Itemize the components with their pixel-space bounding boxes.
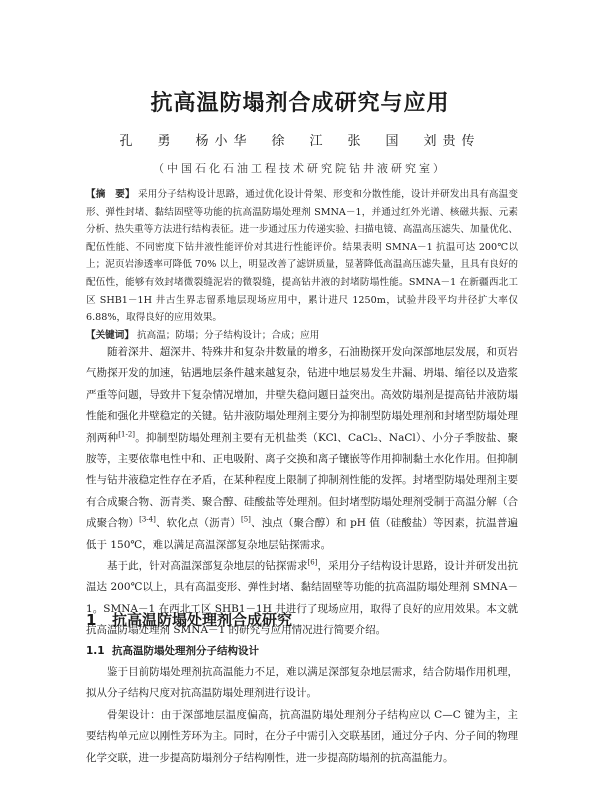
intro-text-2a: 基于此，针对高温深部复杂地层的钻探需求 [107,560,308,573]
section-number: 1 [86,611,97,629]
subsection-heading-1-1 [86,643,518,658]
abstract-block [86,186,518,344]
citation: [5] [240,515,251,524]
intro-text-2b: ，采用分子结构设计思路，设计并研发出抗温达 200℃以上，具有高温变形、弹性封堵、黏结固壁等功能的抗高温防塌处理剂 SMNA－1。SMNA－1 在西北工区 SHB1－1H 井进行了现场应用，取得了良好的应用效果。本文就抗高温防塌处理剂 SMNA－1 的研究与应用情况进行简要介绍。 [86,560,519,637]
section-title: 抗高温防塌处理剂合成研究 [112,611,293,629]
citation: [3-4] [139,515,156,524]
author-list: 孔 勇 杨小华 徐 江 张 国 刘贵传 [119,134,481,149]
s11-paragraph-2: 骨架设计：由于深部地层温度偏高，抗高温防塌处理剂分子结构应以 C—C 键为主，主要结构单元应以刚性芳环为主。同时，在分子中需引入交联基团，通过分子内、分子间的物理化学交联，进一步提高防塌剂分子结构刚性，进一步提高防塌剂的抗高温能力。 [86,708,518,764]
intro-text-1d: 、浊点（聚合醇）和 pH 值（硅酸盐）等因素，抗温普遍低于 150℃，难以满足高温深部复杂地层钻探需求。 [86,517,519,551]
citation: [6] [307,558,318,567]
introduction [86,342,518,642]
s11-paragraph-1: 鉴于目前防塌处理剂抗高温能力不足，难以满足深部复杂地层需求，结合防塌作用机理，拟从分子结构尺度对抗高温防塌处理剂进行设计。 [86,666,518,700]
intro-text-1c: 、软化点（沥青） [155,517,241,530]
section-heading-1 [86,609,518,630]
keywords-text: 抗高温；防塌；分子结构设计；合成；应用 [137,329,320,341]
section-1-1-body [86,662,518,769]
intro-text-1b: 。抑制型防塌处理剂主要有无机盐类（KCl、CaCl₂、NaCl）、小分子季胺盐、聚胺等，主要依靠电性中和、正电吸附、离子交换和离子镶嵌等作用抑制黏土水化作用。但抑制性与钻井液稳定性存在矛盾，在某种程度上限制了抑制剂性能的发挥。封堵型防塌处理剂主要有合成聚合物、沥青类、聚合醇、硅酸盐等处理剂。但封堵型防塌处理剂受制于高温分解（合成聚合物） [86,431,518,530]
intro-paragraph-1 [86,342,518,556]
subsection-title: 抗高温防塌处理剂分子结构设计 [112,645,259,657]
subsection-number: 1.1 [86,645,105,657]
abstract-label: 【摘 要】 [86,189,135,200]
paper-title: 抗高温防塌剂合成研究与应用 [150,91,450,116]
citation: [1-2] [118,430,135,439]
intro-text-1: 随着深井、超深井、特殊井和复杂井数量的增多，石油勘探开发向深部地层发展，和页岩气勘探开发的加速，钻遇地层条件越来越复杂，钻进中地层易发生井漏、坍塌、缩径以及造浆严重等问题，导致井下复杂情况增加，井壁失稳问题日益突出。高效防塌剂是提高钻井液防塌性能和强化井壁稳定的关键。钻井液防塌处理剂主要分为抑制型防塌处理剂和封堵型防塌处理剂两种 [86,346,518,444]
keywords-label: 【关键词】 [86,329,134,341]
affiliation: （中国石化石油工程技术研究院钻井液研究室） [153,162,447,175]
abstract-text: 采用分子结构设计思路，通过优化设计骨架、形变和分散性能，设计并研发出具有高温变形、弹性封堵、黏结固壁等功能的抗高温防塌处理剂 SMNA－1，并通过红外光谱、核磁共振、元素分析、热失重等方法进行结构表征。进一步通过压力传递实验、扫描电镜、高温高压滤失、加量优化、配伍性能、不同密度下钻井液性能评价对其进行性能评价。结果表明 SMNA－1 抗温可达 200℃以上；泥页岩渗透率可降低 70% 以上，明显改善了滤饼质量，显著降低高温高压滤失量，且具有良好的配伍性，能够有效封堵微裂缝泥岩的微裂缝，提高钻井液的封堵防塌性能。SMNA－1 在新疆西北工区 SHB1－1H 井古生界志留系地层现场应用中，累计进尺 1250m，试验井段平均井径扩大率仅 6.88%，取得良好的应用效果。 [86,189,519,324]
